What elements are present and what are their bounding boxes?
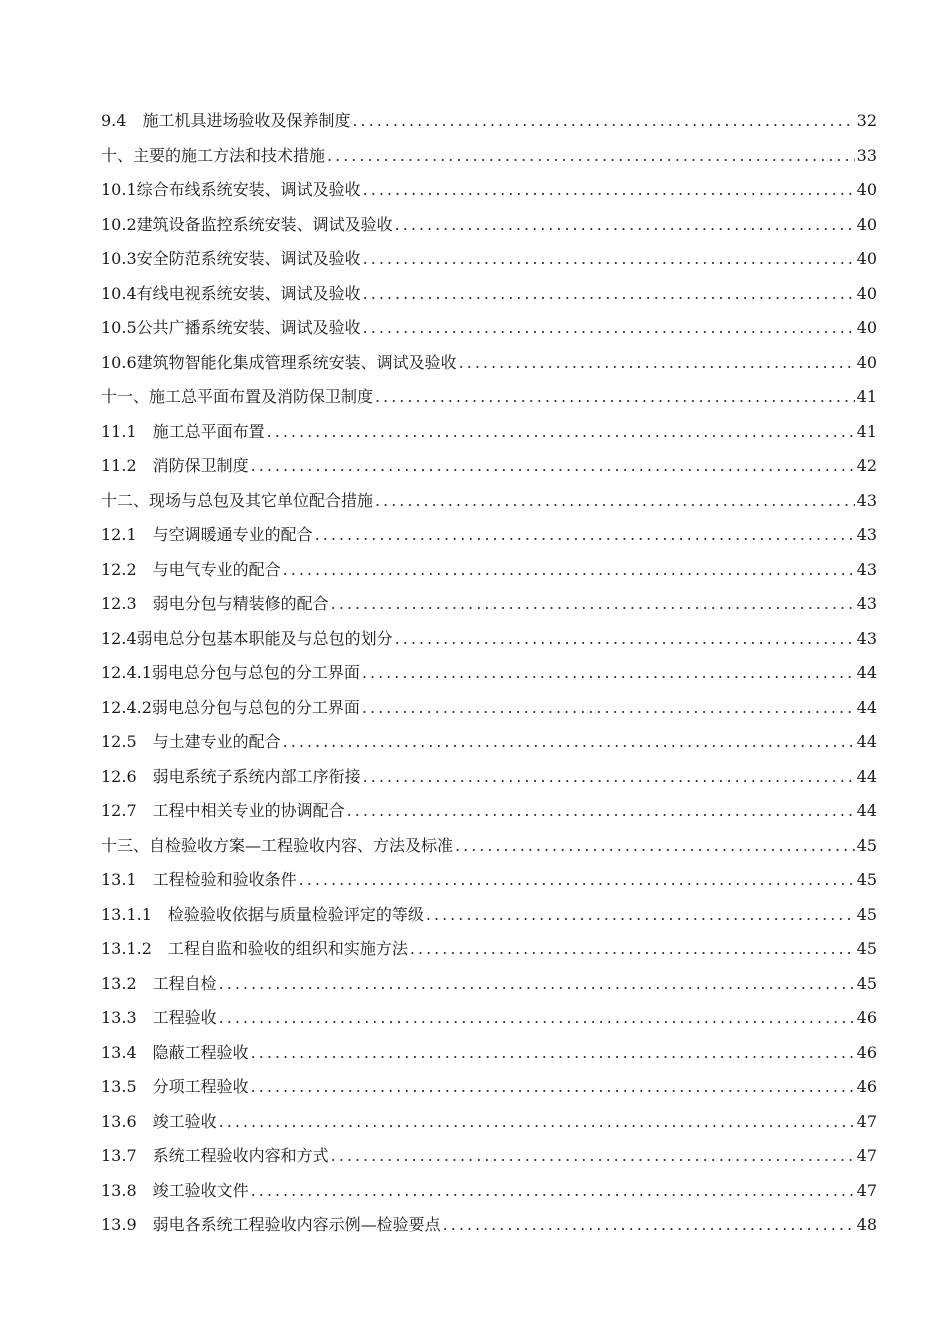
toc-entry-page-number: 40 (856, 214, 877, 234)
dot-leader (455, 829, 855, 864)
toc-entry-title: 十三、自检验收方案—工程验收内容、方法及标准 (101, 835, 454, 855)
toc-entry[interactable] (101, 518, 877, 553)
toc-entry-title: 13.2 工程自检 (101, 973, 217, 993)
dot-leader (283, 725, 855, 760)
toc-entry-title: 13.6 竣工验收 (101, 1111, 217, 1131)
toc-entry-title: 13.3 工程验收 (101, 1008, 217, 1027)
toc-entry-title: 十、主要的施工方法和技术措施 (101, 145, 326, 165)
toc-entry[interactable] (101, 932, 877, 967)
dot-leader (267, 415, 855, 450)
toc-entry-page-number: 44 (856, 801, 877, 820)
toc-entry-page-number: 45 (856, 973, 877, 993)
dot-leader (395, 208, 855, 243)
toc-entry[interactable] (101, 622, 877, 657)
toc-entry-page-number: 46 (856, 1077, 877, 1096)
toc-entry[interactable] (101, 104, 877, 139)
toc-entry[interactable] (101, 311, 877, 346)
dot-leader (362, 691, 855, 726)
toc-entry[interactable] (101, 553, 877, 588)
dot-leader (375, 484, 855, 519)
toc-entry[interactable] (101, 484, 877, 519)
toc-entry-title: 13.7 系统工程验收内容和方式 (101, 1146, 329, 1165)
toc-entry[interactable] (101, 1070, 877, 1105)
toc-entry[interactable] (101, 656, 877, 691)
dot-leader (395, 622, 855, 657)
toc-entry-page-number: 40 (856, 283, 877, 303)
toc-entry-title: 12.4.1弱电总分包与总包的分工界面 (101, 663, 360, 682)
toc-entry-page-number: 45 (856, 835, 877, 855)
toc-entry[interactable] (101, 829, 877, 864)
toc-entry[interactable] (101, 760, 877, 795)
toc-entry-title: 13.4 隐蔽工程验收 (101, 1042, 249, 1062)
toc-entry-page-number: 32 (856, 111, 877, 130)
toc-entry-page-number: 47 (856, 1146, 877, 1165)
toc-entry-title: 12.2 与电气专业的配合 (101, 559, 281, 579)
toc-entry-page-number: 43 (856, 559, 877, 579)
dot-leader (331, 587, 855, 622)
toc-entry[interactable] (101, 173, 877, 208)
toc-entry[interactable] (101, 277, 877, 312)
toc-entry[interactable] (101, 1036, 877, 1071)
dot-leader (251, 1070, 855, 1105)
dot-leader (219, 1105, 855, 1140)
toc-entry-title: 10.2建筑设备监控系统安装、调试及验收 (101, 214, 393, 234)
toc-entry-title: 10.6建筑物智能化集成管理系统安装、调试及验收 (101, 352, 457, 372)
toc-entry[interactable] (101, 1139, 877, 1174)
dot-leader (283, 553, 855, 588)
dot-leader (219, 967, 855, 1002)
toc-entry-title: 12.4弱电总分包基本职能及与总包的划分 (101, 628, 393, 648)
dot-leader (331, 1139, 855, 1174)
toc-entry[interactable] (101, 967, 877, 1002)
toc-entry-title: 10.1综合布线系统安装、调试及验收 (101, 180, 361, 199)
toc-entry-title: 13.1 工程检验和验收条件 (101, 870, 297, 889)
toc-entry-page-number: 42 (856, 456, 877, 475)
toc-entry[interactable] (101, 1105, 877, 1140)
dot-leader (251, 449, 855, 484)
dot-leader (363, 760, 855, 795)
toc-entry[interactable] (101, 898, 877, 933)
toc-entry-page-number: 43 (856, 490, 877, 510)
toc-entry-page-number: 43 (856, 628, 877, 648)
dot-leader (362, 656, 855, 691)
toc-entry-page-number: 44 (856, 697, 877, 717)
toc-entry-page-number: 33 (856, 145, 877, 165)
dot-leader (443, 1208, 855, 1243)
toc-entry[interactable] (101, 380, 877, 415)
dot-leader (251, 1036, 855, 1071)
toc-entry-title: 12.5 与土建专业的配合 (101, 732, 281, 751)
toc-entry-title: 10.5公共广播系统安装、调试及验收 (101, 318, 361, 337)
toc-entry[interactable] (101, 415, 877, 450)
toc-entry-page-number: 45 (856, 904, 877, 924)
toc-entry[interactable] (101, 794, 877, 829)
dot-leader (426, 898, 855, 933)
toc-entry-page-number: 47 (856, 1180, 877, 1200)
dot-leader (352, 104, 854, 139)
toc-entry[interactable] (101, 863, 877, 898)
toc-entry-title: 12.6 弱电系统子系统内部工序衔接 (101, 766, 361, 786)
toc-entry-title: 13.8 竣工验收文件 (101, 1180, 249, 1200)
toc-entry-title: 13.1.1 检验验收依据与质量检验评定的等级 (101, 904, 424, 924)
toc-entry-title: 12.4.2弱电总分包与总包的分工界面 (101, 697, 360, 717)
toc-entry[interactable] (101, 139, 877, 174)
toc-entry-page-number: 48 (856, 1215, 877, 1234)
toc-entry-title: 12.1 与空调暖通专业的配合 (101, 525, 313, 544)
toc-entry-page-number: 44 (856, 663, 877, 682)
toc-entry-page-number: 46 (856, 1042, 877, 1062)
toc-entry-title: 9.4 施工机具进场验收及保养制度 (101, 111, 351, 130)
dot-leader (363, 277, 855, 312)
toc-entry-page-number: 40 (856, 352, 877, 372)
dot-leader (347, 794, 855, 829)
toc-entry-page-number: 44 (856, 732, 877, 751)
dot-leader (219, 1001, 855, 1036)
toc-entry-title: 12.3 弱电分包与精装修的配合 (101, 594, 329, 613)
toc-entry-page-number: 41 (856, 421, 877, 441)
toc-entry[interactable] (101, 1001, 877, 1036)
toc-entry[interactable] (101, 208, 877, 243)
toc-entry-page-number: 40 (856, 318, 877, 337)
toc-entry-page-number: 44 (856, 766, 877, 786)
toc-entry-page-number: 45 (856, 939, 877, 958)
toc-entry-title: 十二、现场与总包及其它单位配合措施 (101, 490, 374, 510)
toc-entry[interactable] (101, 1208, 877, 1243)
toc-entry-title: 13.1.2 工程自监和验收的组织和实施方法 (101, 939, 408, 958)
dot-leader (251, 1174, 855, 1209)
toc-entry[interactable] (101, 587, 877, 622)
toc-entry[interactable] (101, 1174, 877, 1209)
toc-entry[interactable] (101, 449, 877, 484)
toc-entry-page-number: 40 (856, 249, 877, 268)
dot-leader (363, 173, 855, 208)
toc-entry[interactable] (101, 725, 877, 760)
dot-leader (327, 139, 855, 174)
toc-entry-page-number: 43 (856, 594, 877, 613)
table-of-contents (101, 104, 877, 1243)
dot-leader (375, 380, 855, 415)
toc-entry-title: 十一、施工总平面布置及消防保卫制度 (101, 387, 374, 406)
toc-entry-page-number: 45 (856, 870, 877, 889)
toc-entry-title: 10.4有线电视系统安装、调试及验收 (101, 283, 361, 303)
toc-entry-title: 13.5 分项工程验收 (101, 1077, 249, 1096)
toc-entry[interactable] (101, 242, 877, 277)
toc-entry-title: 10.3安全防范系统安装、调试及验收 (101, 249, 361, 268)
toc-entry-page-number: 43 (856, 525, 877, 544)
dot-leader (299, 863, 855, 898)
dot-leader (315, 518, 855, 553)
toc-entry-page-number: 40 (856, 180, 877, 199)
toc-entry-title: 11.2 消防保卫制度 (101, 456, 249, 475)
toc-entry-page-number: 46 (856, 1008, 877, 1027)
dot-leader (363, 242, 855, 277)
dot-leader (410, 932, 855, 967)
toc-entry[interactable] (101, 691, 877, 726)
dot-leader (459, 346, 855, 381)
toc-entry-title: 13.9 弱电各系统工程验收内容示例—检验要点 (101, 1215, 441, 1234)
toc-entry-page-number: 47 (856, 1111, 877, 1131)
toc-entry-title: 11.1 施工总平面布置 (101, 421, 265, 441)
toc-entry-page-number: 41 (856, 387, 877, 406)
dot-leader (363, 311, 855, 346)
toc-entry-title: 12.7 工程中相关专业的协调配合 (101, 801, 345, 820)
toc-entry[interactable] (101, 346, 877, 381)
